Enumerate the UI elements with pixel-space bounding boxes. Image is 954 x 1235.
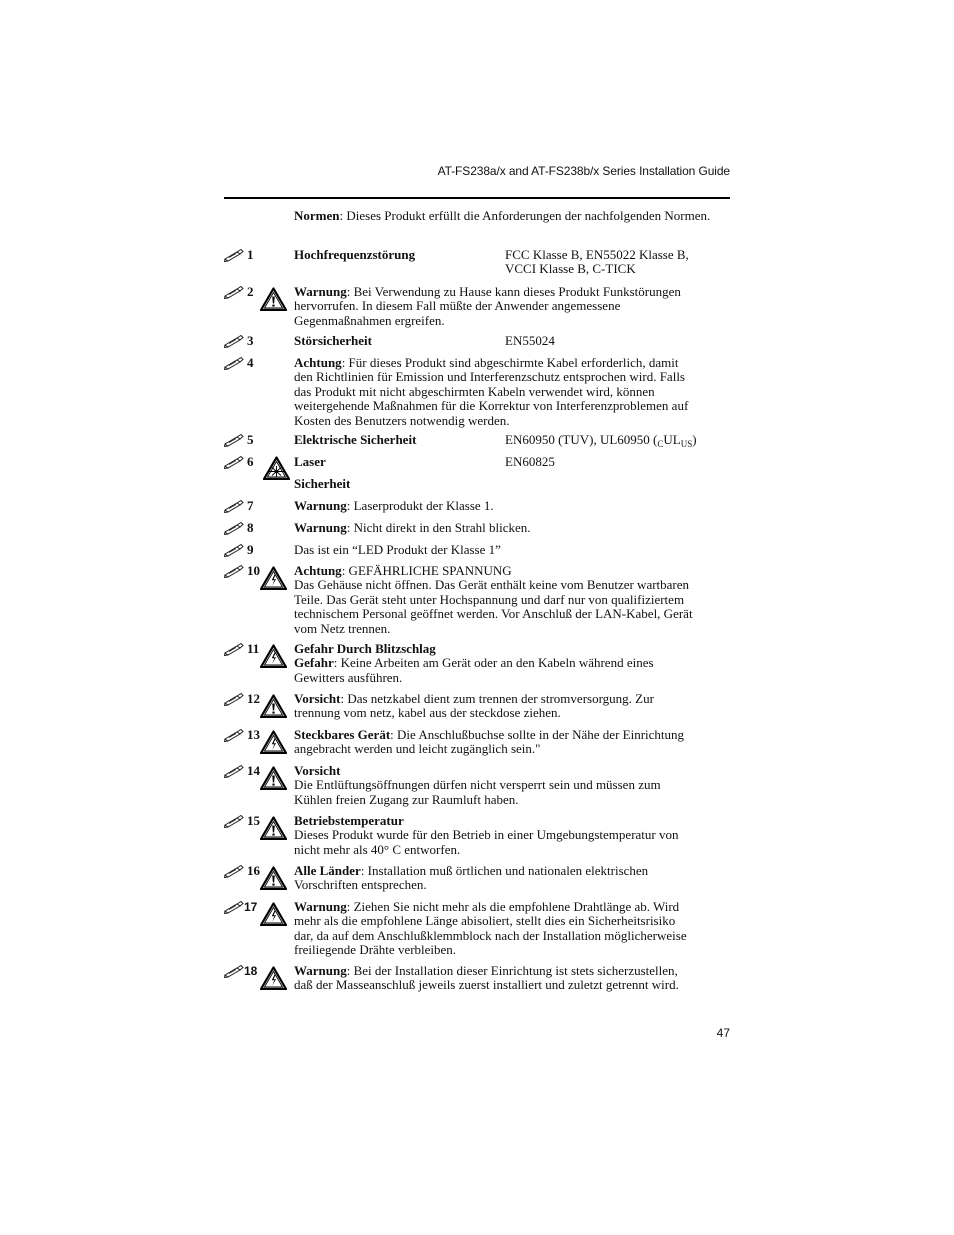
item-label: Laser [294, 454, 326, 469]
warning-exclamation-icon [260, 816, 287, 840]
item-line: trennung vom netz, kabel aus der steckdose ziehen. [294, 705, 561, 721]
item-number: 18 [244, 964, 258, 978]
pencil-icon [224, 814, 244, 828]
warning-exclamation-icon [260, 766, 287, 790]
pencil-icon [224, 248, 244, 262]
electric-shock-warning-icon [260, 566, 287, 590]
pencil-icon [224, 356, 244, 370]
pencil-icon [224, 521, 244, 535]
electric-shock-warning-icon [260, 644, 287, 668]
warning-exclamation-icon [260, 694, 287, 718]
pencil-icon [224, 692, 244, 706]
item-line: : Keine Arbeiten am Gerät oder an den Kabeln während eines [333, 655, 654, 671]
item-line: Das Gehäuse nicht öffnen. Das Gerät enthält keine vom Benutzer wartbaren [294, 577, 690, 593]
item-line: Teile. Das Gerät steht unter Hochspannung und darf nur von qualifiziertem [294, 591, 685, 607]
pencil-icon [224, 455, 244, 469]
pencil-icon [224, 764, 244, 778]
item-line: nicht mehr als 40° C entworfen. [294, 841, 461, 857]
item-line: dar, da auf dem Anschlußklemmblock nach der Installation möglicherweise [294, 927, 687, 943]
item-line: Gewitters ausführen. [294, 669, 403, 685]
item-line: : GEFÄHRLICHE SPANNUNG [341, 563, 512, 578]
item-number: 13 [247, 727, 260, 742]
item-lead: Gefahr [294, 655, 334, 671]
item-line: : Die Anschlußbuchse sollte in der Nähe der Einrichtung [390, 727, 685, 742]
page-header: AT-FS238a/x and AT-FS238b/x Series Installation Guide [437, 164, 730, 178]
item-line: Die Entlüftungsöffnungen dürfen nicht versperrt sein und müssen zum [294, 777, 661, 793]
item-line: : Das netzkabel dient zum trennen der stromversorgung. Zur [340, 691, 654, 706]
pencil-icon [224, 964, 244, 978]
laser-warning-icon [263, 456, 290, 480]
item-value-line: VCCI Klasse B, C-TICK [505, 261, 636, 277]
item-line: : Installation muß örtlichen und nationalen elektrischen [360, 863, 649, 878]
item-lead: Achtung [294, 355, 342, 370]
electric-shock-warning-icon [260, 902, 287, 926]
item-line: mehr als die empfohlene Länge abisoliert, stellt dies ein Sicherheitsrisiko [294, 913, 676, 929]
intro-text: : Dieses Produkt erfüllt die Anforderungen der nachfolgenden Normen. [339, 208, 711, 223]
item-value-line: FCC Klasse B, EN55022 Klasse B, [505, 247, 689, 262]
item-lead: Warnung [294, 520, 347, 535]
item-line: daß der Masseanschluß jeweils zuerst installiert und zuletzt getrennt wird. [294, 977, 679, 993]
item-number: 15 [247, 813, 260, 828]
item-lead: Warnung [294, 963, 347, 978]
item-label: Elektrische Sicherheit [294, 432, 417, 447]
item-heading: Gefahr Durch Blitzschlag [294, 641, 436, 656]
item-number: 3 [247, 333, 254, 348]
pencil-icon [224, 728, 244, 742]
item-number: 7 [247, 498, 254, 513]
item-value-line: EN55024 [505, 333, 555, 348]
item-line: Kühlen freien Zugang zur Raumluft haben. [294, 791, 519, 807]
page-number: 47 [716, 1026, 730, 1040]
intro-lead: Normen [294, 208, 340, 223]
pencil-icon [224, 564, 244, 578]
item-value-line: EN60825 [505, 454, 555, 469]
header-rule [224, 197, 730, 199]
item-lead: Steckbares Gerät [294, 727, 391, 742]
item-number: 8 [247, 520, 254, 535]
item-subheading: Sicherheit [294, 476, 351, 491]
item-line: freiliegende Drähte verbleiben. [294, 942, 457, 958]
item-line: weitergehende Maßnahmen für die Korrektur von Interferenzproblemen auf [294, 398, 689, 414]
item-lead: Warnung [294, 284, 347, 299]
item-number: 11 [247, 641, 260, 656]
item-line: : Bei Verwendung zu Hause kann dieses Produkt Funkstörungen [346, 284, 681, 299]
item-line: Das ist ein “LED Produkt der Klasse 1” [294, 542, 501, 557]
pencil-icon [224, 499, 244, 513]
item-line: Kosten des Benutzers notwendig werden. [294, 412, 510, 428]
item-number: 6 [247, 454, 254, 469]
pencil-icon [224, 900, 244, 914]
electric-shock-warning-icon [260, 730, 287, 754]
item-number: 10 [247, 563, 260, 578]
item-number: 2 [247, 284, 254, 299]
pencil-icon [224, 864, 244, 878]
item-lead: Warnung [294, 899, 347, 914]
item-lead: Warnung [294, 498, 347, 513]
item-line: hervorrufen. In diesem Fall müßte der Anwender angemessene [294, 298, 621, 314]
item-number: 1 [247, 247, 254, 262]
item-line: das Produkt mit nicht abgeschirmten Kabeln verwendet wird, können [294, 383, 655, 399]
item-line: : Für dieses Produkt sind abgeschirmte Kabel erforderlich, damit [341, 355, 679, 370]
pencil-icon [224, 433, 244, 447]
pencil-icon [224, 543, 244, 557]
item-label: Störsicherheit [294, 333, 372, 348]
item-line: : Nicht direkt in den Strahl blicken. [346, 520, 531, 535]
item-number: 4 [247, 355, 254, 370]
item-line: technischem Personal geöffnet werden. Vor Anschluß der LAN-Kabel, Gerät [294, 606, 693, 622]
item-line: Vorschriften entsprechen. [294, 877, 427, 893]
item-number: 14 [247, 763, 260, 778]
item-value: EN60950 (TUV), UL60950 $(_CUL_{US})$ [505, 432, 697, 449]
pencil-icon [224, 642, 244, 656]
item-line: : Laserprodukt der Klasse 1. [346, 498, 494, 513]
item-heading: Betriebstemperatur [294, 813, 404, 828]
item-line: : Ziehen Sie nicht mehr als die empfohlene Drahtlänge ab. Wird [346, 899, 680, 914]
item-lead: Vorsicht [294, 691, 341, 706]
item-label: Hochfrequenzstörung [294, 247, 416, 262]
item-heading: Vorsicht [294, 763, 341, 778]
item-line: Gegenmaßnahmen ergreifen. [294, 312, 445, 328]
item-lead: Alle Länder [294, 863, 361, 878]
pencil-icon [224, 334, 244, 348]
item-line: Dieses Produkt wurde für den Betrieb in einer Umgebungstemperatur von [294, 827, 679, 843]
electric-shock-warning-icon [260, 966, 287, 990]
item-number: 16 [247, 863, 260, 878]
item-lead: Achtung [294, 563, 342, 578]
item-number: 12 [247, 691, 260, 706]
pencil-icon [224, 285, 244, 299]
warning-exclamation-icon [260, 287, 287, 311]
intro-paragraph [294, 208, 730, 224]
item-line: angebracht werden und leicht zugänglich sein." [294, 741, 541, 757]
item-number: 9 [247, 542, 254, 557]
item-number: 17 [244, 900, 258, 914]
item-line: den Richtlinien für Emission und Interferenzschutz entsprochen wird. Falls [294, 369, 685, 385]
item-line: vom Netz trennen. [294, 620, 391, 636]
item-number: 5 [247, 432, 254, 447]
item-line: : Bei der Installation dieser Einrichtung ist stets sicherzustellen, [346, 963, 678, 978]
warning-exclamation-icon [260, 866, 287, 890]
